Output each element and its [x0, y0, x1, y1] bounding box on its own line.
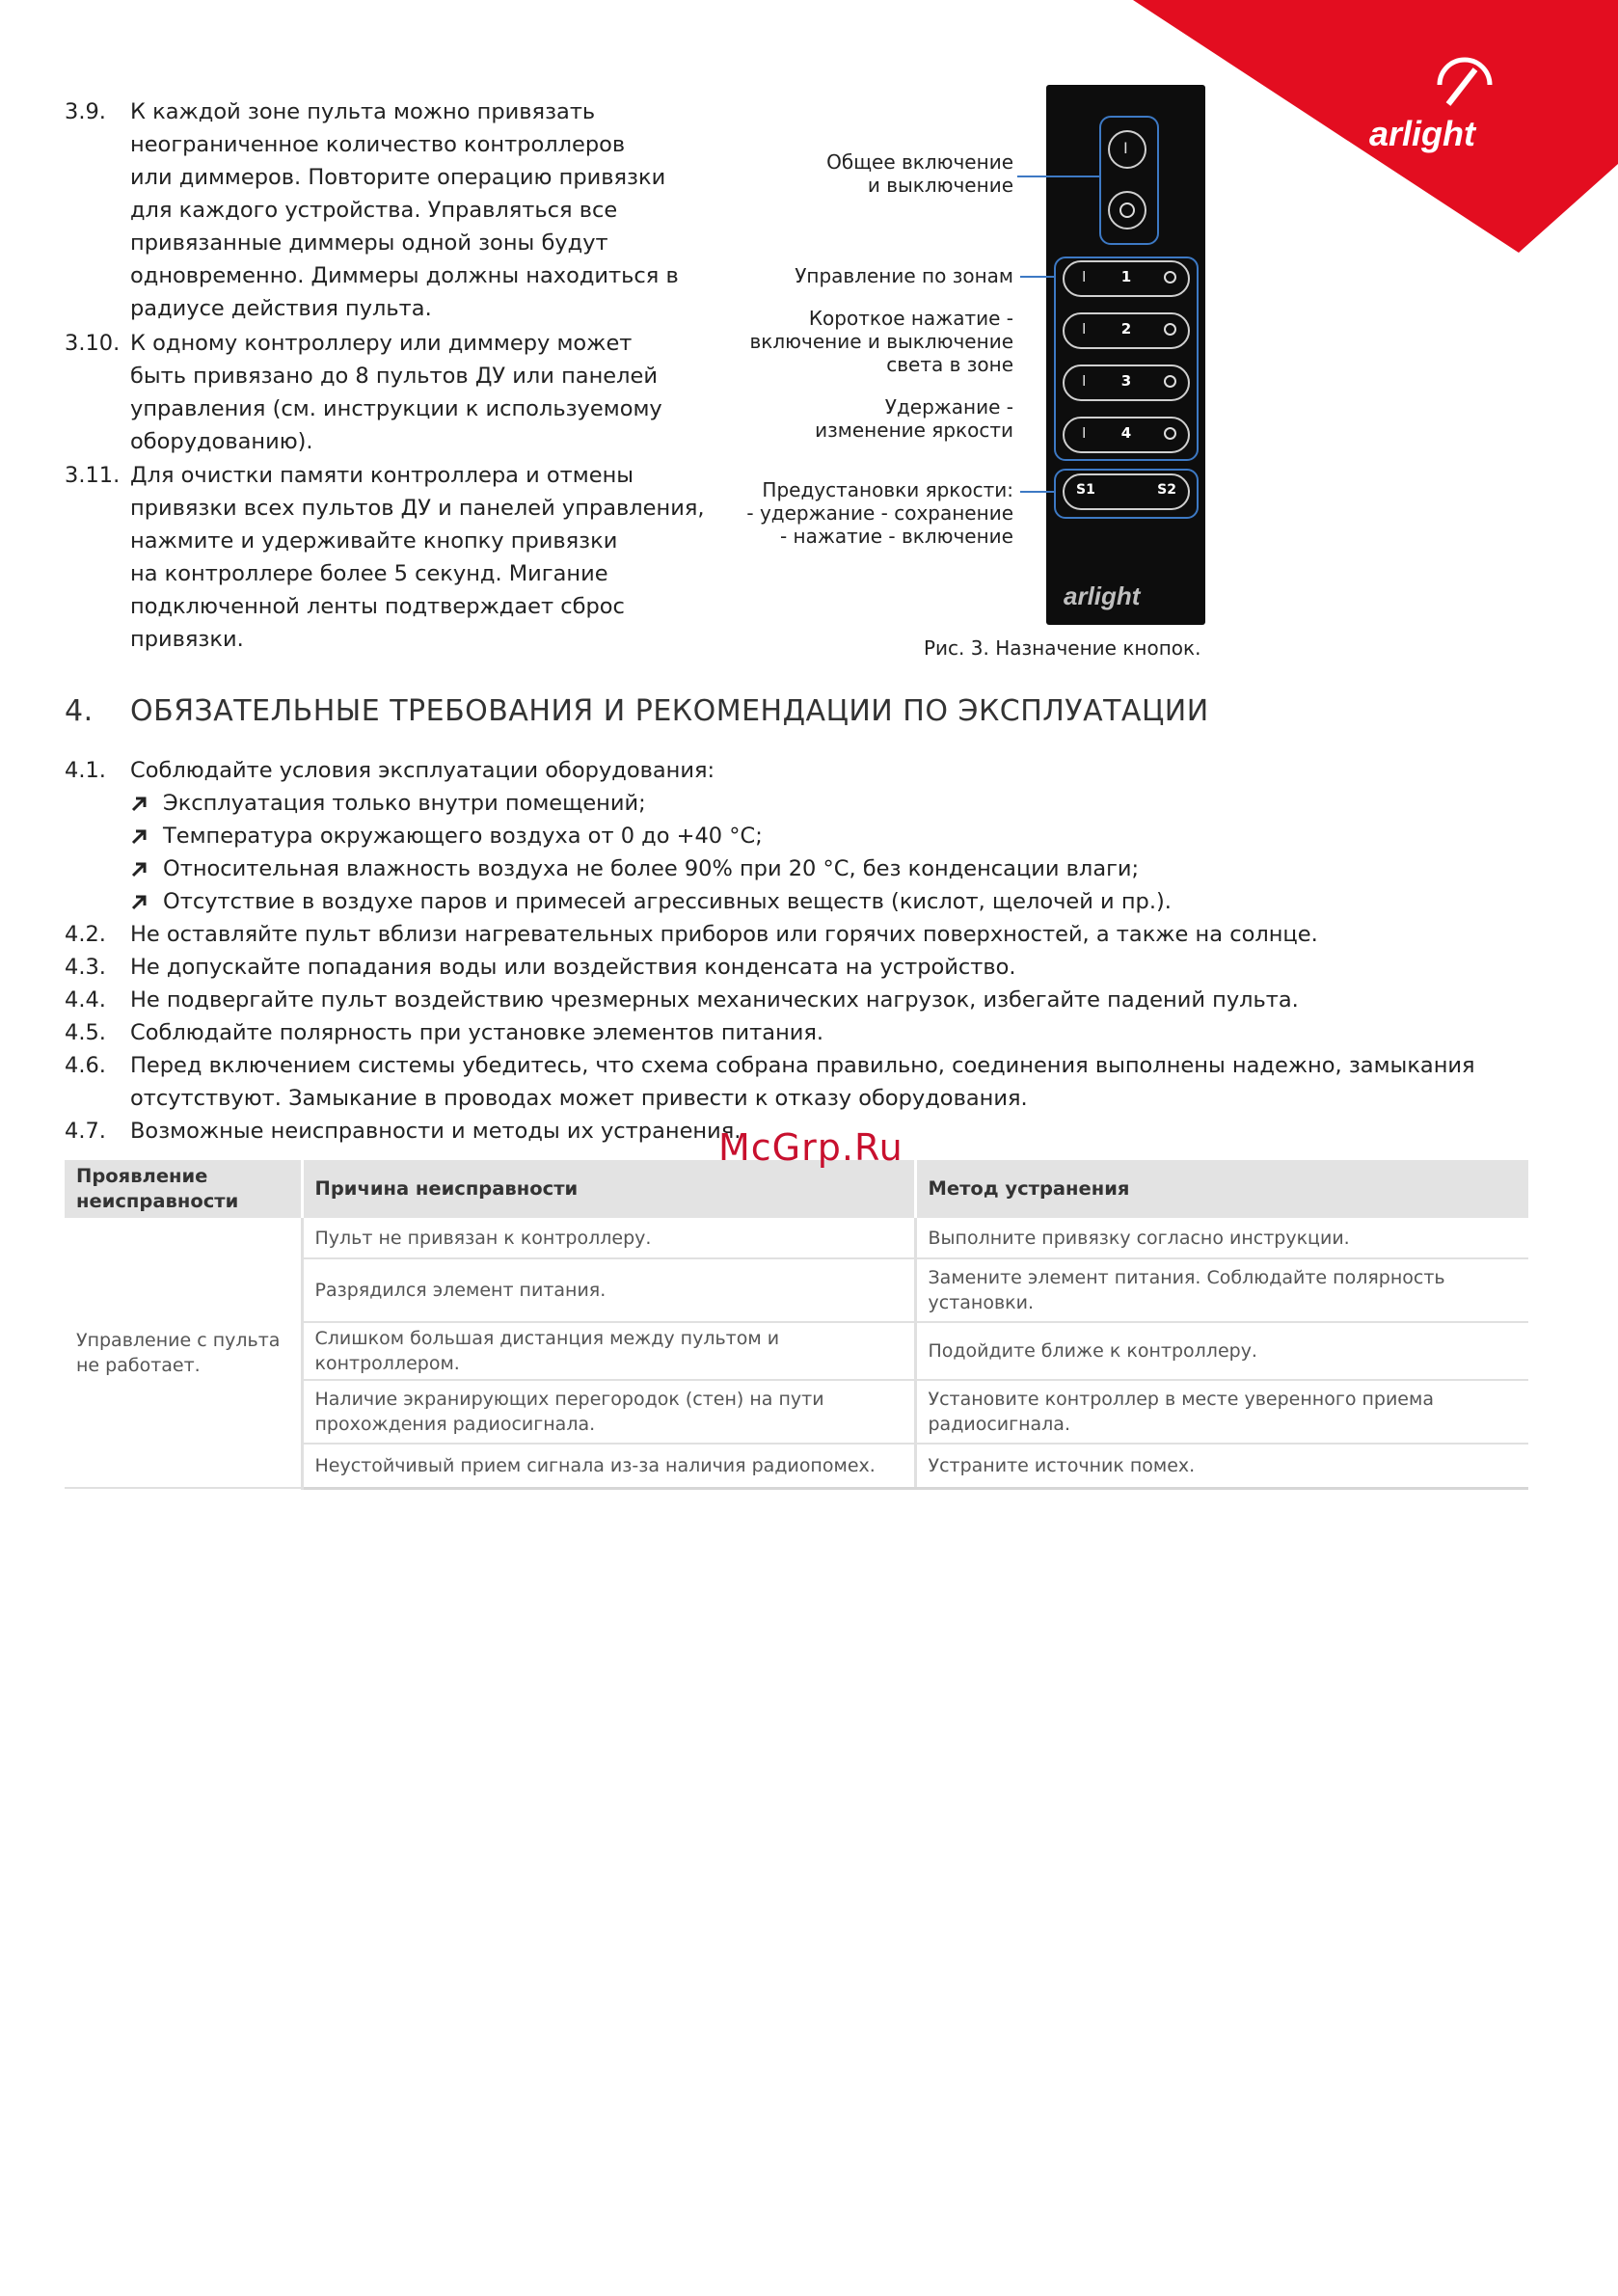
zone-button-2: I 2: [1063, 312, 1190, 349]
zone-button-3: I 3: [1063, 365, 1190, 401]
zone-off-icon: [1164, 375, 1176, 388]
power-on-button: [1108, 130, 1146, 169]
item-number: 3.9.: [65, 99, 106, 124]
callout-hold: Удержание - изменение яркости: [815, 395, 1013, 442]
header-fix: Метод устранения: [915, 1160, 1528, 1218]
cause-cell: Наличие экранирующих перегородок (стен) на пути прохождения радиосигнала.: [302, 1380, 915, 1444]
symptom-cell: Управление с пульта не работает.: [65, 1218, 302, 1488]
watermark: McGrp.Ru: [718, 1126, 903, 1169]
figure-caption: Рис. 3. Назначение кнопок.: [924, 636, 1201, 660]
item-number: 3.10.: [65, 331, 121, 356]
fix-cell: Выполните привязку согласно инструкции.: [915, 1218, 1528, 1258]
cause-cell: Пульт не привязан к контроллеру.: [302, 1218, 915, 1258]
callout-line-presets: [1020, 491, 1054, 493]
power-on-symbol: I: [1123, 139, 1128, 157]
zone-off-icon: [1164, 427, 1176, 440]
table-header-row: [65, 1160, 1528, 1218]
header-cause: Причина неисправности: [302, 1160, 915, 1218]
item-text: Для очистки памяти контроллера и отмены привязки всех пультов ДУ и панелей управления, нажмите и удерживайте кнопку привязки на контроллере более 5 секунд. Мигание подключенной ленты подтверждает сброс привязки.: [130, 463, 705, 652]
item-text: К одному контроллеру или диммеру может быть привязано до 8 пультов ДУ или панелей управления (см. инструкции к используемому оборудованию).: [130, 331, 662, 454]
callout-zones: Управление по зонам: [795, 264, 1013, 287]
power-off-icon: [1119, 203, 1135, 218]
item-text: К каждой зоне пульта можно привязать неограниченное количество контроллеров или диммеров. Повторите операцию привязки для каждого устройства. Управляться все привязанные диммеры одной зоны будут одновременно. Диммеры должны находиться в радиусе действия пульта.: [130, 99, 679, 321]
remote-control-figure: [1046, 85, 1205, 625]
zone-button-4: I 4: [1063, 417, 1190, 453]
troubleshooting-table: [65, 1160, 1528, 1490]
item-number: 3.11.: [65, 463, 121, 488]
zone-button-1: I 1: [1063, 260, 1190, 297]
power-off-button: [1108, 191, 1146, 230]
fix-cell: Замените элемент питания. Соблюдайте полярность установки.: [915, 1258, 1528, 1322]
callout-line-zones: [1020, 276, 1054, 278]
callout-short-press: Короткое нажатие - включение и выключение света в зоне: [749, 307, 1013, 376]
cause-cell: Разрядился элемент питания.: [302, 1258, 915, 1322]
callout-power: Общее включение и выключение: [826, 150, 1013, 197]
zone-off-icon: [1164, 323, 1176, 336]
remote-logo: arlight: [1064, 581, 1141, 610]
zone-off-icon: [1164, 271, 1176, 284]
callout-presets: Предустановки яркости: - удержание - сохранение - нажатие - включение: [746, 478, 1013, 548]
brand-logo-text: arlight: [1369, 114, 1476, 153]
cause-cell: Неустойчивый прием сигнала из-за наличия радиопомех.: [302, 1444, 915, 1488]
preset-button: S1 S2: [1063, 473, 1190, 510]
fix-cell: Подойдите ближе к контроллеру.: [915, 1322, 1528, 1380]
table-row: [65, 1218, 1528, 1258]
callout-line-power: [1017, 176, 1099, 177]
cause-cell: Слишком большая дистанция между пультом и контроллером.: [302, 1322, 915, 1380]
fix-cell: Установите контроллер в месте уверенного приема радиосигнала.: [915, 1380, 1528, 1444]
fix-cell: Устраните источник помех.: [915, 1444, 1528, 1488]
header-symptom: Проявление неисправности: [65, 1160, 302, 1218]
